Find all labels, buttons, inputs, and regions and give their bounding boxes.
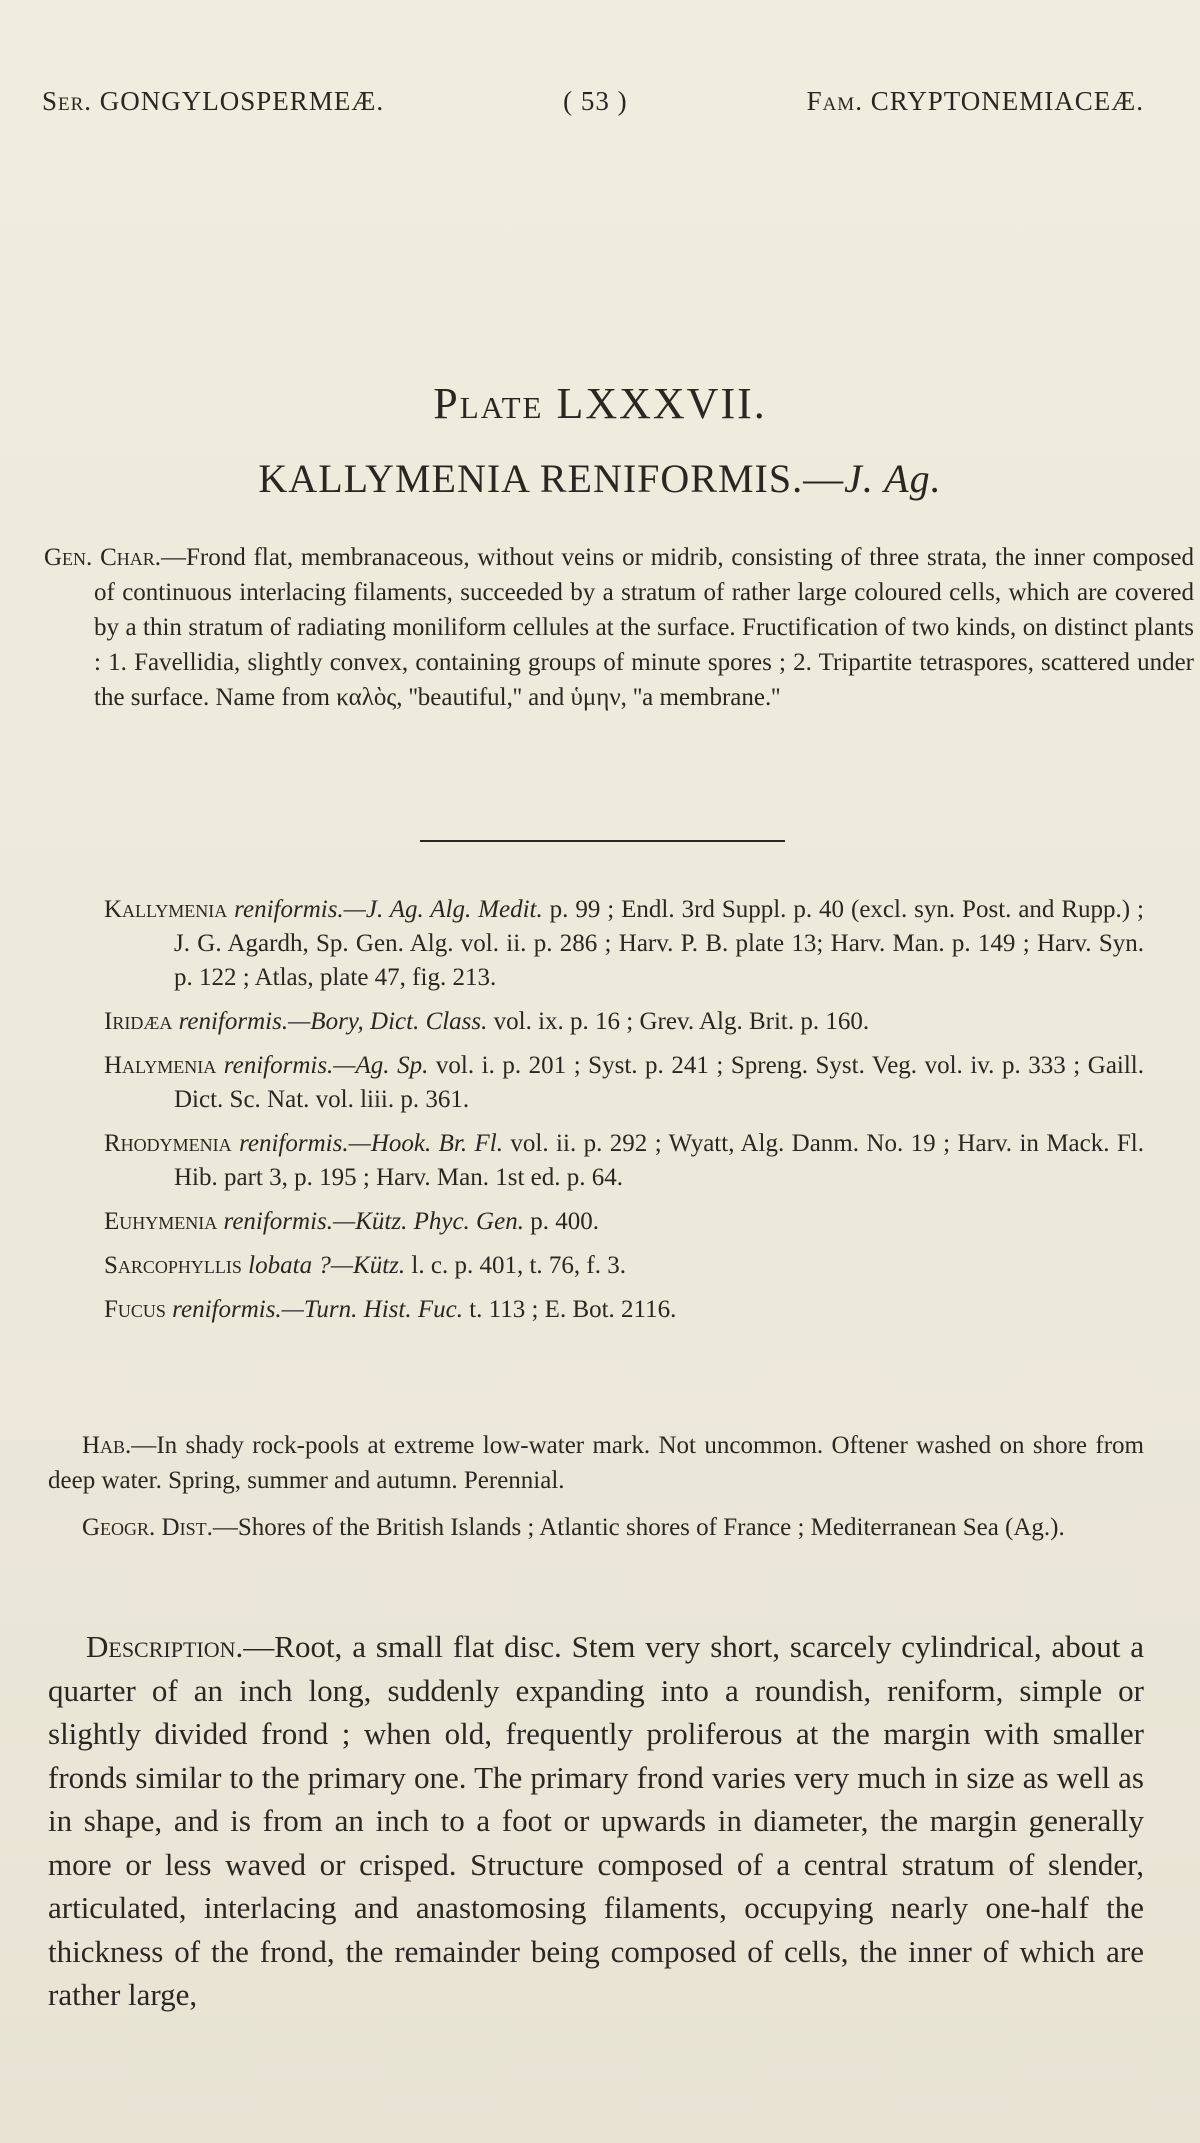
running-head-left: Ser. GONGYLOSPERMEÆ. bbox=[42, 86, 385, 116]
synonym-genus: Iridæa bbox=[104, 1008, 173, 1035]
description-text: Root, a small flat disc. Stem very short, scarcely cylindrical, about a quarter of an inch long, suddenly expanding into a roundish, reniform, simple or slightly divided frond ; when old, frequently proliferous at the margin with smaller fronds similar to the primary one. The primary frond varies very much in size as well as in shape, and is from an inch to a foot or upwards in diameter, the margin generally more or less waved or crisped. Structure composed of a central stratum of slender, articulated, interlacing and anastomosing filaments, occupying nearly one-half the thickness of the frond, the remainder being composed of cells, the inner of which are rather large, bbox=[48, 1629, 1144, 2012]
synonym-epithet: reniformis.—J. Ag. Alg. Medit. bbox=[234, 896, 543, 923]
habitat-label: Hab.— bbox=[82, 1432, 157, 1459]
synonym-entry bbox=[104, 1293, 1144, 1327]
geography-label: Geogr. Dist.— bbox=[82, 1514, 238, 1541]
generic-character bbox=[44, 540, 1194, 715]
synonym-epithet: reniformis.—Ag. Sp. bbox=[223, 1052, 429, 1079]
synonym-genus: Kallymenia bbox=[104, 896, 228, 923]
synonym-epithet: reniformis.—Turn. Hist. Fuc. bbox=[172, 1296, 463, 1323]
synonym-entry bbox=[104, 1249, 1144, 1283]
synonym-entry bbox=[104, 893, 1144, 995]
description-label: Description.— bbox=[86, 1629, 275, 1664]
habitat-text: In shady rock-pools at extreme low-water mark. Not uncommon. Oftener washed on shore from deep water. Spring, summer and autumn. Perennial. bbox=[48, 1432, 1144, 1494]
habitat-paragraph bbox=[48, 1428, 1144, 1498]
synonym-genus: Fucus bbox=[104, 1296, 166, 1323]
species-name: KALLYMENIA RENIFORMIS.— bbox=[258, 456, 845, 501]
habitat-section bbox=[48, 1428, 1144, 1557]
synonym-epithet: reniformis.—Bory, Dict. Class. bbox=[178, 1008, 488, 1035]
gen-char-label: Gen. Char.— bbox=[44, 544, 187, 571]
synonym-reference: vol. ii. p. 292 ; Wyatt, Alg. Danm. No. 19 ; Harv. in Mack. Fl. Hib. part 3, p. 195 ; Harv. Man. 1st ed. p. 64. bbox=[174, 1130, 1145, 1191]
synonym-epithet: reniformis.—Kütz. Phyc. Gen. bbox=[223, 1208, 524, 1235]
geography-paragraph bbox=[48, 1510, 1144, 1545]
description-paragraph bbox=[48, 1625, 1144, 2017]
species-authority: J. Ag. bbox=[844, 456, 942, 501]
geography-text: Shores of the British Islands ; Atlantic shores of France ; Mediterranean Sea (Ag.). bbox=[237, 1514, 1065, 1541]
running-head bbox=[42, 86, 1144, 117]
synonym-epithet: reniformis.—Hook. Br. Fl. bbox=[239, 1130, 504, 1157]
synonym-reference: l. c. p. 401, t. 76, f. 3. bbox=[405, 1252, 626, 1279]
species-title bbox=[0, 455, 1200, 502]
synonym-reference: t. 113 ; E. Bot. 2116. bbox=[462, 1296, 677, 1323]
synonym-reference: vol. ix. p. 16 ; Grev. Alg. Brit. p. 160. bbox=[487, 1008, 870, 1035]
synonym-entry bbox=[104, 1005, 1144, 1039]
synonym-reference: vol. i. p. 201 ; Syst. p. 241 ; Spreng. Syst. Veg. vol. iv. p. 333 ; Gaill. Dict. Sc. Nat. vol. liii. p. 361. bbox=[174, 1052, 1144, 1113]
page-number: ( 53 ) bbox=[563, 86, 628, 116]
synonym-genus: Sarcophyllis bbox=[104, 1252, 242, 1279]
synonym-genus: Euhymenia bbox=[104, 1208, 218, 1235]
synonym-entry bbox=[104, 1049, 1144, 1117]
synonym-genus: Rhodymenia bbox=[104, 1130, 232, 1157]
synonymy-list bbox=[104, 893, 1144, 1337]
running-head-right: Fam. CRYPTONEMIACEÆ. bbox=[806, 86, 1144, 116]
synonym-entry bbox=[104, 1127, 1144, 1195]
synonym-reference: p. 400. bbox=[523, 1208, 599, 1235]
synonym-genus: Halymenia bbox=[104, 1052, 217, 1079]
plate-title: Plate LXXXVII. bbox=[433, 379, 767, 428]
synonym-reference: p. 99 ; Endl. 3rd Suppl. p. 40 (excl. syn. Post. and Rupp.) ; J. G. Agardh, Sp. Gen. Alg. vol. ii. p. 286 ; Harv. P. B. plate 13; Harv. Man. p. 149 ; Harv. Syn. p. 122 ; Atlas, plate 47, fig. 213. bbox=[174, 896, 1144, 991]
section-divider bbox=[420, 840, 785, 842]
gen-char-text: Frond flat, membranaceous, without veins or midrib, consisting of three strata, the inner composed of continuous interlacing filaments, succeeded by a stratum of rather large coloured cells, which are covered by a thin stratum of radiating moniliform cellules at the surface. Fructification of two kinds, on distinct plants : 1. Favellidia, slightly convex, containing groups of minute spores ; 2. Tripartite tetraspores, scattered under the surface. Name from καλὸς, ''beautiful,'' and ὑμην, ''a membrane.'' bbox=[94, 544, 1195, 711]
synonym-epithet: lobata ?—Kütz. bbox=[248, 1252, 406, 1279]
synonym-entry bbox=[104, 1205, 1144, 1239]
